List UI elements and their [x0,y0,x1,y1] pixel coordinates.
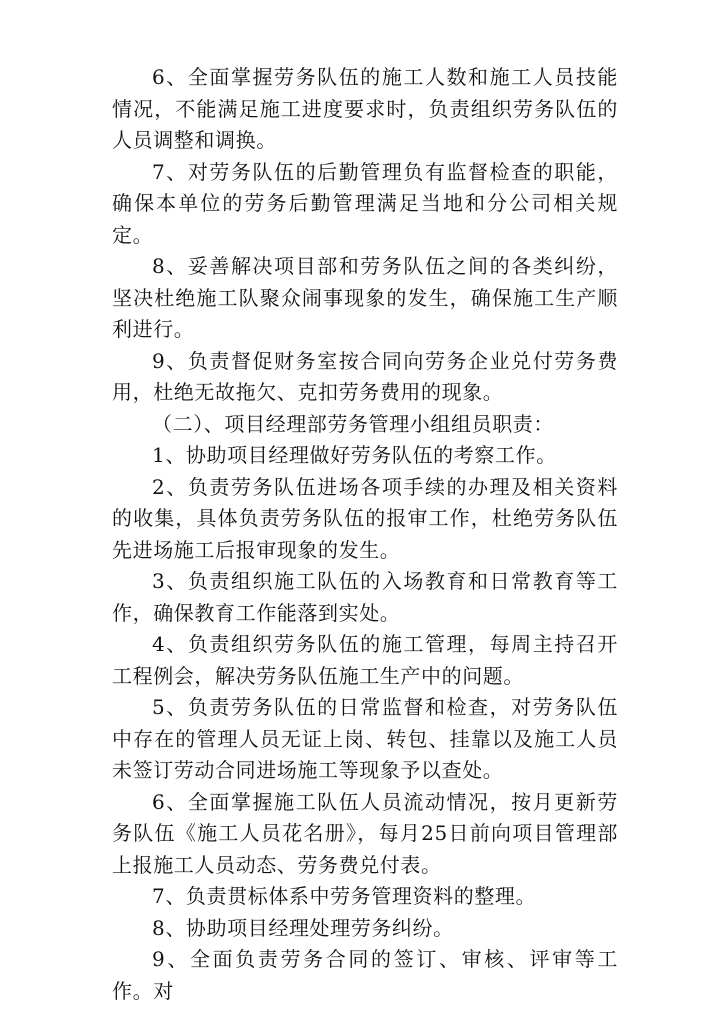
paragraph-item-6: 6、全面掌握劳务队伍的施工人数和施工人员技能情况，不能满足施工进度要求时，负责组织劳务队伍的人员调整和调换。 [112,65,618,152]
paragraph-duty-1: 1、协助项目经理做好劳务队伍的考察工作。 [152,443,557,467]
paragraph-duty-3: 3、负责组织施工队伍的入场教育和日常教育等工作，确保教育工作能落到实处。 [112,569,618,625]
paragraph-duty-7: 7、负责贯标体系中劳务管理资料的整理。 [152,884,537,908]
paragraph-duty-8: 8、协助项目经理处理劳务纠纷。 [152,915,454,940]
paragraph-duty-6: 6、全面掌握施工队伍人员流动情况，按月更新劳务队伍《施工人员花名册》，每月25日前向项目管理部上报施工人员动态、劳务费兑付表。 [112,789,618,877]
document-body [112,62,618,1007]
paragraph-item-7: 7、对劳务队伍的后勤管理负有监督检查的职能，确保本单位的劳务后勤管理满足当地和分公司相关规定。 [112,159,618,247]
paragraph-duty-4: 4、负责组织劳务队伍的施工管理，每周主持召开工程例会，解决劳务队伍施工生产中的问题。 [112,632,618,688]
paragraph-item-8: 8、妥善解决项目部和劳务队伍之间的各类纠纷，坚决杜绝施工队聚众闹事现象的发生，确保施工生产顺利进行。 [112,254,618,341]
section-heading: （二）、项目经理部劳务管理小组组员职责： [152,411,554,436]
paragraph-duty-9: 9、全面负责劳务合同的签订、审核、评审等工作。对 [112,947,618,1003]
paragraph-duty-2: 2、负责劳务队伍进场各项手续的办理及相关资料的收集，具体负责劳务队伍的报审工作，杜绝劳务队伍先进场施工后报审现象的发生。 [112,474,618,562]
paragraph-item-9: 9、负责督促财务室按合同向劳务企业兑付劳务费用，杜绝无故拖欠、克扣劳务费用的现象。 [112,348,618,404]
paragraph-duty-5: 5、负责劳务队伍的日常监督和检查，对劳务队伍中存在的管理人员无证上岗、转包、挂靠以及施工人员未签订劳动合同进场施工等现象予以查处。 [112,695,618,782]
